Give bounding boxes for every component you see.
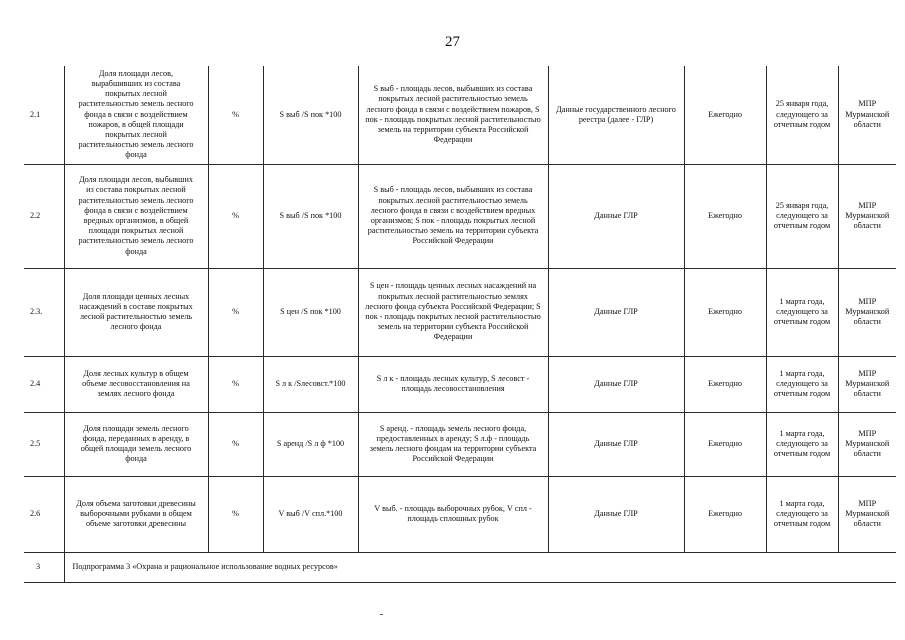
table-row <box>24 476 896 552</box>
indicator-name: Доля площади земель лесного фонда, переданных в аренду, в общей площади земель лесного фонда <box>64 412 208 476</box>
data-source: Данные ГЛР <box>548 164 684 268</box>
row-number: 2.5 <box>24 412 64 476</box>
table-row <box>24 268 896 356</box>
formula: V выб /V спл.*100 <box>263 476 358 552</box>
responsible: МПР Мурманской области <box>838 476 896 552</box>
data-source: Данные ГЛР <box>548 412 684 476</box>
data-source: Данные государственного лесного реестра (далее - ГЛР) <box>548 66 684 164</box>
row-number: 2.1 <box>24 66 64 164</box>
responsible: МПР Мурманской области <box>838 268 896 356</box>
definition: S выб - площадь лесов, выбывших из состава покрытых лесной растительностью земель лесного фонда в связи с воздействием вредных организмов; S пок - площадь покрытых лесной растительностью земель на территории субъекта Российской Федерации <box>358 164 548 268</box>
formula: S выб /S пок *100 <box>263 164 358 268</box>
table-row <box>24 412 896 476</box>
data-source: Данные ГЛР <box>548 476 684 552</box>
indicator-name: Доля площади лесов, выбывших из состава покрытых лесной растительностью земель лесного фонда в связи с воздействием вредных организмов, в общей площади покрытых лесной растительностью земель лесного фонда <box>64 164 208 268</box>
deadline: 1 марта года, следующего за отчетным годом <box>766 476 838 552</box>
table-row <box>24 356 896 412</box>
unit: % <box>208 164 263 268</box>
responsible: МПР Мурманской области <box>838 164 896 268</box>
responsible: МПР Мурманской области <box>838 412 896 476</box>
subprogram-row <box>24 552 896 582</box>
definition: S цен - площадь ценных лесных насаждений на покрытых лесной растительностью землях лесного фонда субъекта Российской Федерации; S пок - площадь покрытых лесной растительностью земель на территории субъекта Российской Федерации <box>358 268 548 356</box>
row-number: 2.6 <box>24 476 64 552</box>
page-number: 27 <box>445 34 460 50</box>
table-row <box>24 66 896 164</box>
subprogram-title: Подпрограмма 3 «Охрана и рациональное использование водных ресурсов» <box>64 552 896 582</box>
definition: V выб. - площадь выборочных рубок, V спл - площадь сплошных рубок <box>358 476 548 552</box>
frequency: Ежегодно <box>684 268 766 356</box>
indicator-name: Доля объема заготовки древесины выборочными рубками в общем объеме заготовки древесины <box>64 476 208 552</box>
frequency: Ежегодно <box>684 476 766 552</box>
definition: S л к - площадь лесных культур, S лесовст - площадь лесовосстановления <box>358 356 548 412</box>
table-row <box>24 164 896 268</box>
indicator-table <box>24 66 896 583</box>
frequency: Ежегодно <box>684 412 766 476</box>
unit: % <box>208 66 263 164</box>
responsible: МПР Мурманской области <box>838 66 896 164</box>
subprogram-number: 3 <box>24 552 64 582</box>
formula: S л к /Sлесовст.*100 <box>263 356 358 412</box>
indicator-name: Доля площади лесов, вырабшивших из состава покрытых лесной растительностью земель лесного фонда в связи с воздействием пожаров, в общей площади покрытых лесной растительностью земель лесного фонда <box>64 66 208 164</box>
unit: % <box>208 412 263 476</box>
definition: S выб - площадь лесов, выбывших из состава покрытых лесной растительностью земель лесного фонда в связи с воздействием пожаров, S пок - площадь покрытых лесной растительностью земель на территории субъекта Российской Федерации <box>358 66 548 164</box>
responsible: МПР Мурманской области <box>838 356 896 412</box>
deadline: 1 марта года, следующего за отчетным годом <box>766 412 838 476</box>
deadline: 1 марта года, следующего за отчетным годом <box>766 268 838 356</box>
unit: % <box>208 476 263 552</box>
data-source: Данные ГЛР <box>548 356 684 412</box>
deadline: 25 января года, следующего за отчетным годом <box>766 164 838 268</box>
unit: % <box>208 356 263 412</box>
unit: % <box>208 268 263 356</box>
definition: S аренд. - площадь земель лесного фонда, предоставленных в аренду; S л.ф - площадь земель лесного фондам на территории субъекта Российской Федерации <box>358 412 548 476</box>
frequency: Ежегодно <box>684 66 766 164</box>
row-number: 2.3. <box>24 268 64 356</box>
frequency: Ежегодно <box>684 164 766 268</box>
formula: S выб /S пок *100 <box>263 66 358 164</box>
frequency: Ежегодно <box>684 356 766 412</box>
formula: S аренд /S л ф *100 <box>263 412 358 476</box>
indicator-name: Доля лесных культур в общем объеме лесовосстановления на землях лесного фонда <box>64 356 208 412</box>
data-source: Данные ГЛР <box>548 268 684 356</box>
formula: S цен /S пок *100 <box>263 268 358 356</box>
row-number: 2.4 <box>24 356 64 412</box>
row-number: 2.2 <box>24 164 64 268</box>
deadline: 1 марта года, следующего за отчетным годом <box>766 356 838 412</box>
indicator-name: Доля площади ценных лесных насаждений в составе покрытых лесной растительностью земель лесного фонда <box>64 268 208 356</box>
scan-artifact-dot <box>380 614 383 615</box>
deadline: 25 января года, следующего за отчетным годом <box>766 66 838 164</box>
